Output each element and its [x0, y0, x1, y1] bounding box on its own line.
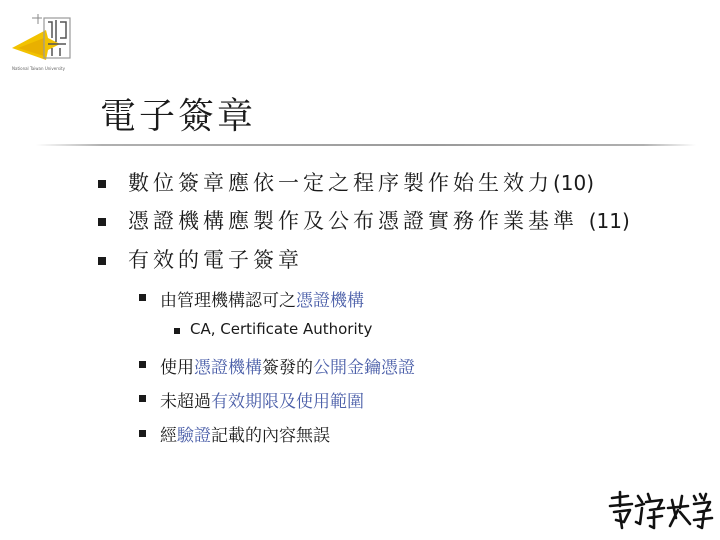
bullet-2-text: 憑證機構應製作及公布憑證實務作業基準 [128, 209, 589, 233]
bullet-marker [139, 361, 146, 368]
sub-sub-bullet: CA, Certificate Authority [190, 320, 373, 338]
slide-title: 電子簽章 [100, 96, 257, 137]
sub-bullet-3 [160, 387, 364, 412]
bullet-marker [98, 180, 106, 188]
bullet-3 [128, 244, 303, 274]
bullet-1-ref: (10) [553, 171, 595, 195]
title-divider [36, 144, 696, 146]
bullet-marker [139, 395, 146, 402]
sub-bullet-2-highlight-1: 憑證機構 [194, 358, 262, 378]
logo-caption: National Taiwan University [12, 66, 65, 71]
bullet-3-text: 有效的電子簽章 [128, 248, 303, 272]
sub-bullet-1-highlight: 憑證機構 [296, 291, 364, 311]
bullet-1 [128, 167, 594, 197]
sub-bullet-4 [160, 421, 330, 446]
calligraphy-signature-icon [606, 488, 714, 532]
sub-bullet-3-prefix: 未超過 [160, 392, 211, 412]
sub-bullet-1 [160, 286, 364, 311]
sub-bullet-2 [160, 353, 415, 378]
sub-bullet-2-highlight-2: 公開金鑰憑證 [313, 358, 415, 378]
bullet-marker [139, 294, 146, 301]
bullet-marker [139, 430, 146, 437]
bullet-marker [174, 328, 180, 334]
sub-bullet-4-highlight: 驗證 [177, 426, 211, 446]
bullet-marker [98, 218, 106, 226]
sub-bullet-2-middle: 簽發的 [262, 358, 313, 378]
sub-bullet-4-prefix: 經 [160, 426, 177, 446]
sub-bullet-4-suffix: 記載的內容無誤 [211, 426, 330, 446]
sub-bullet-2-prefix: 使用 [160, 358, 194, 378]
bullet-2-ref: (11) [588, 209, 630, 233]
bullet-2 [128, 205, 630, 235]
sub-bullet-3-highlight: 有效期限及使用範圍 [211, 392, 364, 412]
bullet-marker [98, 257, 106, 265]
bullet-1-text: 數位簽章應依一定之程序製作始生效力 [128, 171, 553, 195]
sub-bullet-1-prefix: 由管理機構認可之 [160, 291, 296, 311]
